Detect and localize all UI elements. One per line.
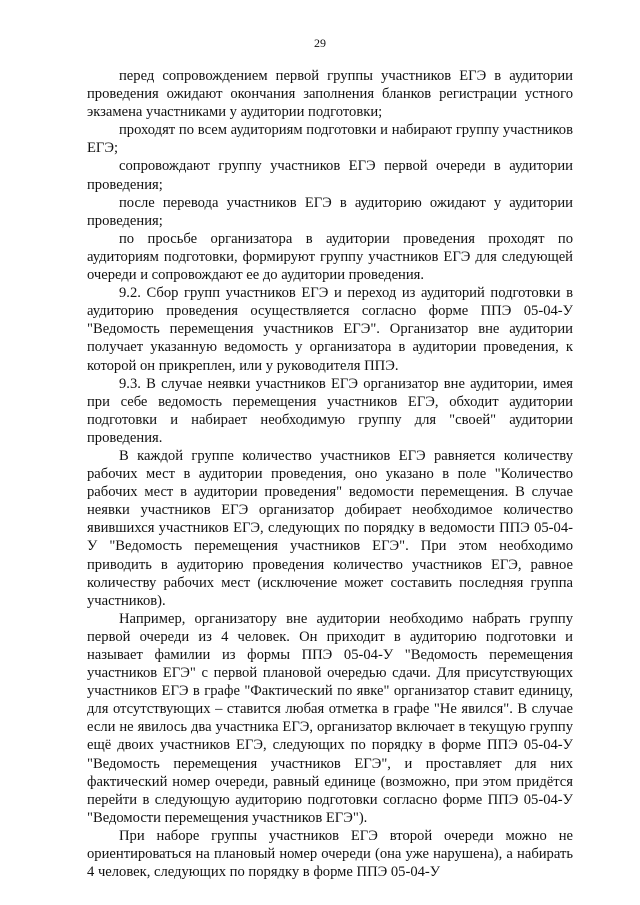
paragraph: 9.3. В случае неявки участников ЕГЭ организатор вне аудитории, имея при себе ведомость перемещения участников ЕГЭ, обходит аудитории подготовки и набирает необходимую группу для "своей" аудитории проведения. bbox=[87, 375, 573, 446]
paragraph: проходят по всем аудиториям подготовки и набирают группу участников ЕГЭ; bbox=[87, 122, 573, 157]
document-body bbox=[87, 67, 573, 881]
paragraph: Например, организатору вне аудитории необходимо набрать группу первой очереди из 4 человек. Он приходит в аудиторию подготовки и называет фамилии из формы ППЭ 05-04-У "Ведомость перемещения участников ЕГЭ" с первой плановой очередью сдачи. Для присутствующих участников ЕГЭ в графе "Фактический по явке" организатор ставит единицу, для отсутствующих – ставится любая отметка в графе "Не явился". В случае если не явилось два участника ЕГЭ, организатор включает в текущую группу ещё двоих участников ЕГЭ, следующих по порядку в форме ППЭ 05-04-У "Ведомость перемещения участников ЕГЭ", и проставляет для них фактический номер очереди, равный единице (возможно, при этом придётся перейти в следующую аудиторию подготовки согласно форме ППЭ 05-04-У "Ведомости перемещения участников ЕГЭ"). bbox=[87, 610, 573, 826]
paragraph: 9.2. Сбор групп участников ЕГЭ и переход из аудиторий подготовки в аудиторию проведения осуществляется согласно форме ППЭ 05-04-У "Ведомость перемещения участников ЕГЭ". Организатор вне аудитории получает указанную ведомость у организатора в аудитории проведения, к которой он прикреплен, или у руководителя ППЭ. bbox=[87, 285, 573, 374]
paragraph: При наборе группы участников ЕГЭ второй очереди можно не ориентироваться на плановый номер очереди (она уже нарушена), а набирать 4 человек, следующих по порядку в форме ППЭ 05-04-У bbox=[87, 827, 573, 881]
paragraph: перед сопровождением первой группы участников ЕГЭ в аудитории проведения ожидают окончания заполнения бланков регистрации устного экзамена участниками у аудитории подготовки; bbox=[87, 68, 573, 121]
paragraph: сопровождают группу участников ЕГЭ первой очереди в аудитории проведения; bbox=[87, 158, 573, 193]
paragraph: В каждой группе количество участников ЕГЭ равняется количеству рабочих мест в аудитории проведения, оно указано в поле "Количество рабочих мест в аудитории проведения" ведомости перемещения. В случае неявки участников ЕГЭ организатор добирает необходимое количество явившихся участников ЕГЭ, следующих по порядку в ведомости ППЭ 05-04-У "Ведомость перемещения участников ЕГЭ". При этом необходимо приводить в аудиторию проведения количество участников ЕГЭ, равное количеству рабочих мест (исключение может составить последняя группа участников). bbox=[87, 447, 573, 609]
page-number: 29 bbox=[314, 36, 326, 50]
paragraph: по просьбе организатора в аудитории проведения проходят по аудиториям подготовки, формируют группу участников ЕГЭ для следующей очереди и сопровождают ее до аудитории проведения. bbox=[87, 230, 573, 284]
paragraph: после перевода участников ЕГЭ в аудиторию ожидают у аудитории проведения; bbox=[87, 194, 573, 229]
